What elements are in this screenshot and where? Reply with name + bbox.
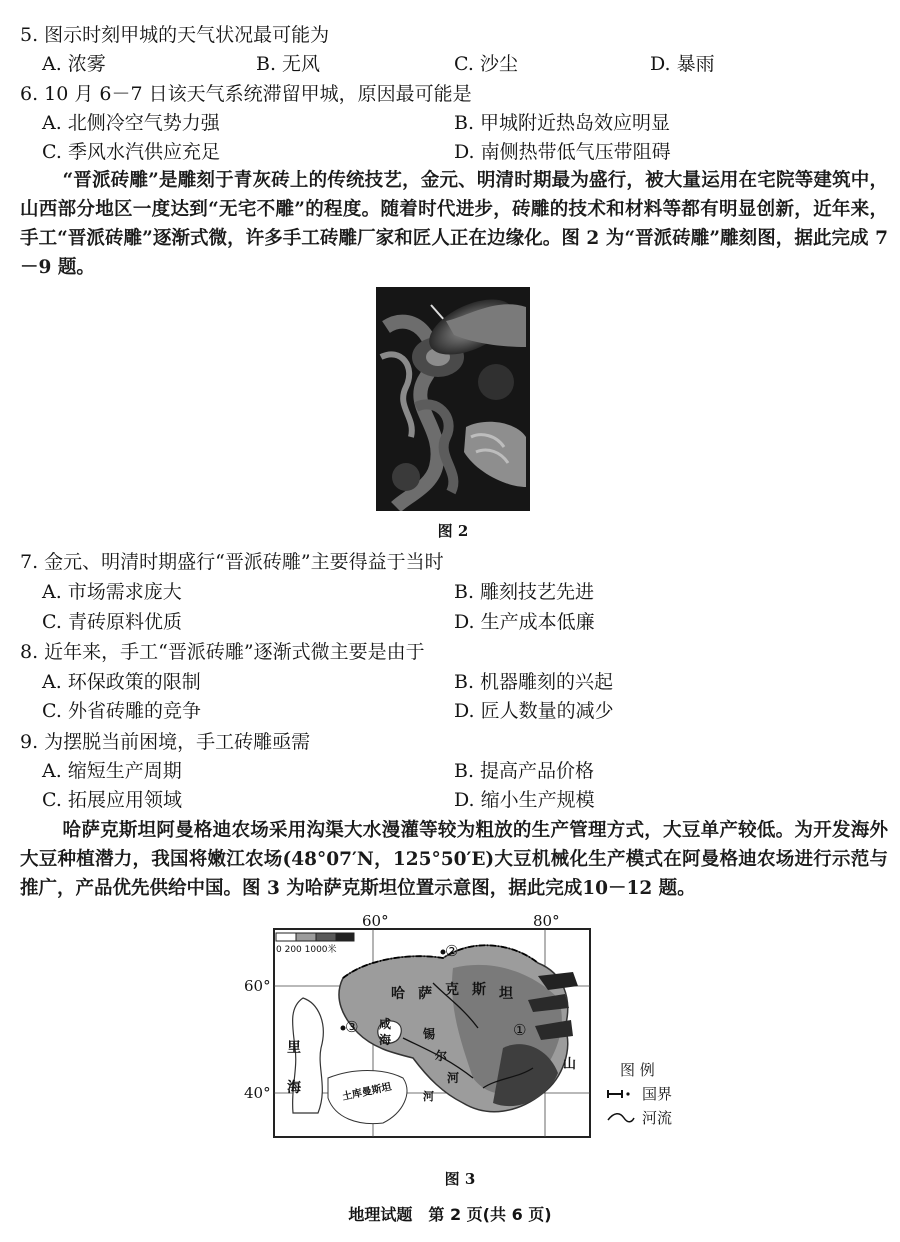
legend-border-label: 国界 bbox=[642, 1085, 673, 1103]
border-line-icon bbox=[606, 1088, 636, 1100]
map-marker-3: ③ bbox=[345, 1018, 359, 1036]
question-9-option-b[interactable]: B. 提高产品价格 bbox=[454, 760, 595, 782]
question-6-stem: 6. 10 月 6－7 日该天气系统滞留甲城，原因最可能是 bbox=[20, 83, 472, 105]
map-label-hai-aral: 海 bbox=[379, 1033, 392, 1047]
map-marker-2: ② bbox=[445, 942, 459, 960]
brick-carving-illustration bbox=[376, 287, 530, 511]
map-lat-40: 40° bbox=[244, 1084, 271, 1102]
figure-3-caption: 图 3 bbox=[444, 1170, 476, 1188]
map-lat-60: 60° bbox=[244, 977, 271, 995]
question-5-stem: 5. 图示时刻甲城的天气状况最可能为 bbox=[20, 24, 330, 46]
map-lon-60: 60° bbox=[362, 912, 389, 930]
question-8-option-b[interactable]: B. 机器雕刻的兴起 bbox=[454, 671, 614, 693]
question-5-option-b[interactable]: B. 无风 bbox=[256, 53, 321, 75]
question-8-stem: 8. 近年来，手工“晋派砖雕”逐渐式微主要是由于 bbox=[20, 641, 425, 663]
map-label-he: 河 bbox=[447, 1071, 460, 1085]
question-8-option-a[interactable]: A. 环保政策的限制 bbox=[42, 671, 201, 693]
passage-brick-carving bbox=[20, 166, 888, 282]
city-dot bbox=[341, 1026, 346, 1031]
question-7-option-d[interactable]: D. 生产成本低廉 bbox=[454, 611, 595, 633]
question-7-option-b[interactable]: B. 雕刻技艺先进 bbox=[454, 581, 595, 603]
map-label-turkmenistan: 土库曼斯坦 bbox=[341, 1081, 393, 1103]
river-line-icon bbox=[606, 1112, 636, 1124]
map-marker-1: ① bbox=[513, 1021, 527, 1039]
map-legend bbox=[606, 1058, 672, 1130]
question-5-option-a[interactable]: A. 浓雾 bbox=[42, 53, 106, 75]
question-7-option-a[interactable]: A. 市场需求庞大 bbox=[42, 581, 182, 603]
map-label-sa: 萨 bbox=[418, 986, 432, 1002]
question-6-option-c[interactable]: C. 季风水汽供应充足 bbox=[42, 141, 220, 163]
question-6-option-b[interactable]: B. 甲城附近热岛效应明显 bbox=[454, 112, 671, 134]
question-8-option-d[interactable]: D. 匠人数量的减少 bbox=[454, 700, 614, 722]
question-9-stem: 9. 为摆脱当前困境，手工砖雕亟需 bbox=[20, 731, 311, 753]
map-label-ha: 哈 bbox=[391, 986, 405, 1002]
question-9-option-c[interactable]: C. 拓展应用领域 bbox=[42, 789, 182, 811]
kazakhstan-map bbox=[273, 928, 591, 1138]
passage-kazakhstan-soybean-text: 哈萨克斯坦阿曼格迪农场采用沟渠大水漫灌等较为粗放的生产管理方式，大豆单产较低。为开发海外大豆种植潜力，我国将嫩江农场(48°07′N，125°50′E)大豆机械化生产模式在阿曼格迪农场进行示范与推广，产品优先供给中国。图 3 为哈萨克斯坦位置示意图，据此完成10－12 题。 bbox=[20, 820, 888, 899]
question-7-option-c[interactable]: C. 青砖原料优质 bbox=[42, 611, 182, 633]
question-6-option-a[interactable]: A. 北侧冷空气势力强 bbox=[42, 112, 220, 134]
legend-river-row bbox=[606, 1106, 672, 1130]
figure-2-caption: 图 2 bbox=[437, 522, 469, 540]
question-9-option-d[interactable]: D. 缩小生产规模 bbox=[454, 789, 595, 811]
legend-title: 图 例 bbox=[620, 1061, 655, 1079]
map-label-xian: 咸 bbox=[379, 1017, 392, 1031]
question-7-stem: 7. 金元、明清时期盛行“晋派砖雕”主要得益于当时 bbox=[20, 551, 444, 573]
question-5-option-d[interactable]: D. 暴雨 bbox=[650, 53, 715, 75]
map-label-river: 河 bbox=[423, 1090, 434, 1103]
question-6-option-d[interactable]: D. 南侧热带低气压带阻碍 bbox=[454, 141, 671, 163]
passage-kazakhstan-soybean bbox=[20, 816, 888, 903]
map-label-li: 里 bbox=[287, 1040, 301, 1056]
map-label-ke: 克 bbox=[445, 982, 459, 998]
legend-river-label: 河流 bbox=[642, 1109, 673, 1127]
map-label-er: 尔 bbox=[435, 1049, 448, 1063]
page-footer: 地理试题 第 2 页(共 6 页) bbox=[348, 1205, 552, 1224]
question-5-option-c[interactable]: C. 沙尘 bbox=[454, 53, 518, 75]
map-label-mountain: 山 bbox=[563, 1057, 577, 1072]
map-label-xi: 锡 bbox=[423, 1027, 436, 1041]
map-label-hai: 海 bbox=[287, 1080, 301, 1096]
question-9-option-a[interactable]: A. 缩短生产周期 bbox=[42, 760, 182, 782]
map-lon-80: 80° bbox=[533, 912, 560, 930]
map-label-tan: 坦 bbox=[499, 986, 513, 1002]
brick-carving-photo bbox=[376, 287, 530, 511]
passage-brick-carving-text: “晋派砖雕”是雕刻于青灰砖上的传统技艺，金元、明清时期最为盛行，被大量运用在宅院等建筑中，山西部分地区一度达到“无宅不雕”的程度。随着时代进步，砖雕的技术和材料等都有明显创新，近年来，手工“晋派砖雕”逐渐式微，许多手工砖雕厂家和匠人正在边缘化。图 2 为“晋派砖雕”雕刻图，据此完成 7－9 题。 bbox=[20, 170, 888, 278]
map-label-si: 斯 bbox=[472, 982, 486, 998]
map-scale-label: 0 200 1000米 bbox=[276, 945, 337, 955]
legend-border-row bbox=[606, 1082, 672, 1106]
question-8-option-c[interactable]: C. 外省砖雕的竞争 bbox=[42, 700, 201, 722]
